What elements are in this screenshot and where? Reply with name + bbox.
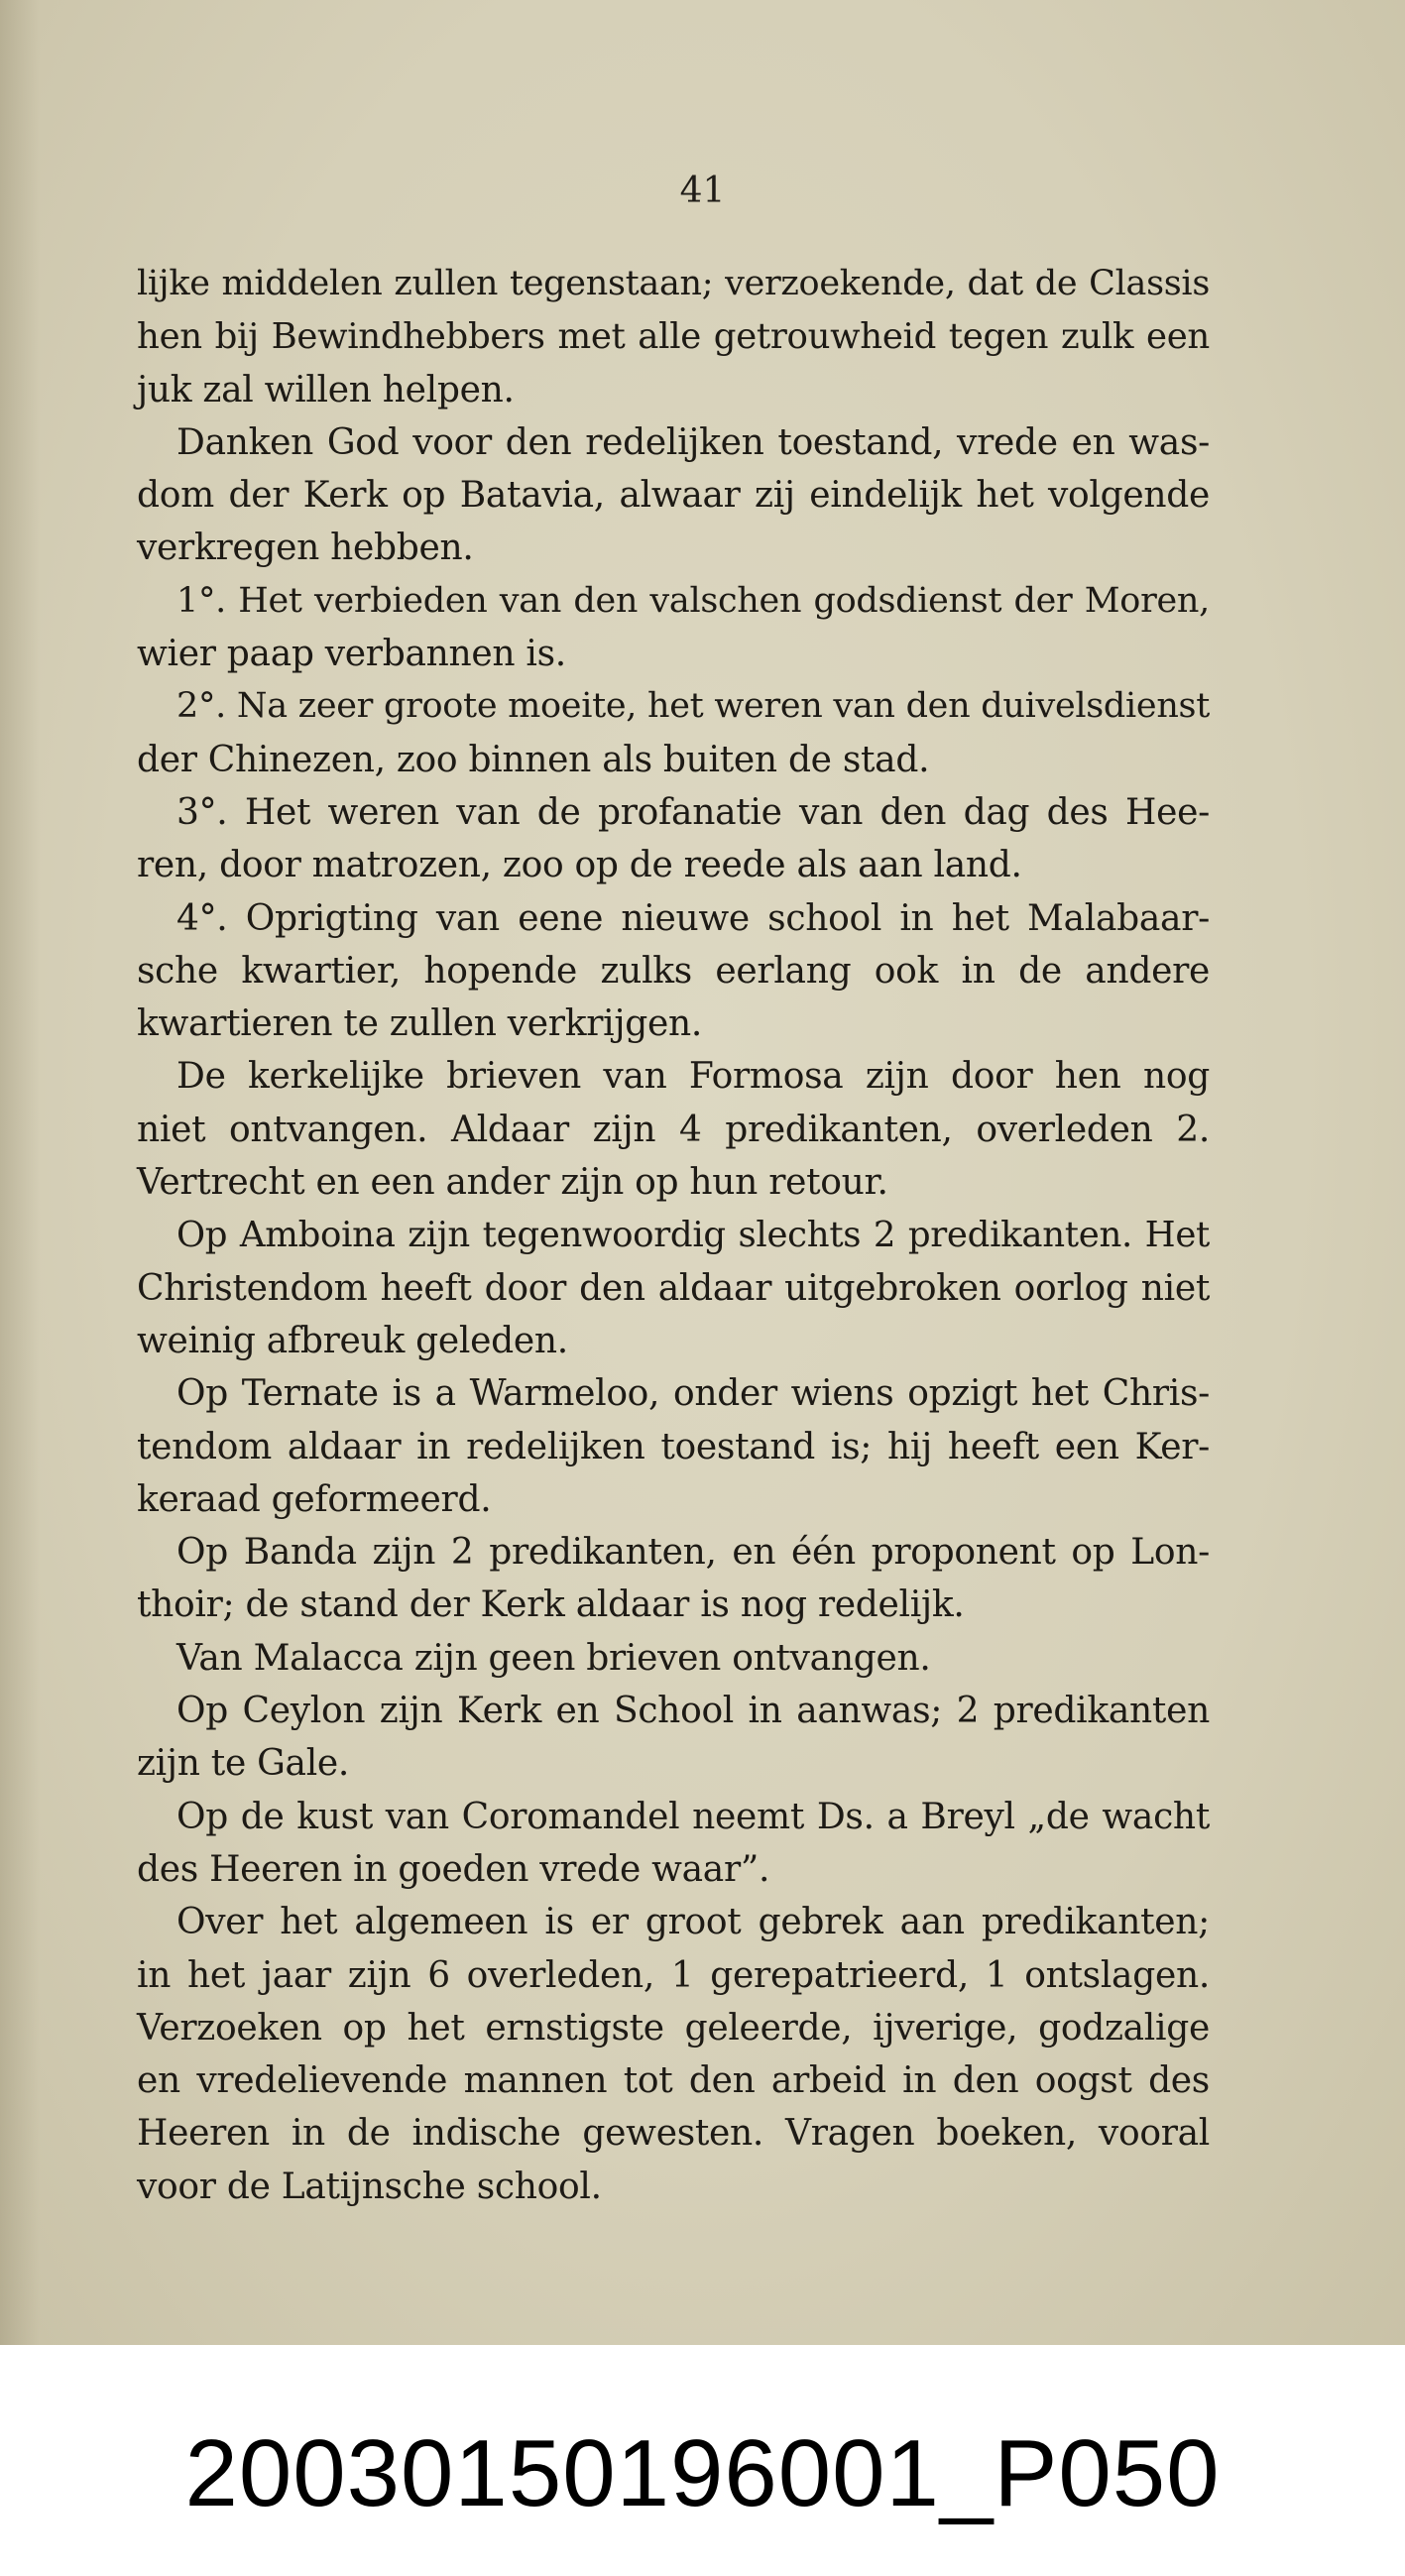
text-line: Op Ternate is a Warmeloo, onder wiens opzigt het Chris- bbox=[176, 1373, 1210, 1415]
text-line: Christendom heeft door den aldaar uitgebroken oorlog niet bbox=[137, 1267, 1210, 1309]
text-line: tendom aldaar in redelijken toestand is; hij heeft een Ker- bbox=[137, 1426, 1210, 1467]
text-line: verkregen hebben. bbox=[137, 527, 474, 569]
text-line: zijn te Gale. bbox=[137, 1743, 350, 1785]
text-line: en vredelievende mannen tot den arbeid in den oogst des bbox=[137, 2060, 1210, 2102]
text-line: 1°. Het verbieden van den valschen godsdienst der Moren, bbox=[176, 580, 1210, 621]
text-line: hen bij Bewindhebbers met alle getrouwheid tegen zulk een bbox=[137, 316, 1210, 358]
text-line: in het jaar zijn 6 overleden, 1 gerepatrieerd, 1 ontslagen. bbox=[137, 1954, 1210, 1996]
text-line: ren, door matrozen, zoo op de reede als aan land. bbox=[137, 845, 1022, 886]
text-line: sche kwartier, hopende zulks eerlang ook in de andere bbox=[137, 950, 1210, 992]
text-line: wier paap verbannen is. bbox=[137, 634, 566, 675]
text-line: Op Ceylon zijn Kerk en School in aanwas; 2 predikanten bbox=[176, 1691, 1210, 1732]
text-line: 3°. Het weren van de profanatie van den dag des Hee- bbox=[176, 791, 1210, 833]
text-line: Verzoeken op het ernstigste geleerde, ijverige, godzalige bbox=[137, 2007, 1210, 2049]
text-line: Op Banda zijn 2 predikanten, en één proponent op Lon- bbox=[176, 1532, 1210, 1574]
text-line: keraad geformeerd. bbox=[137, 1478, 492, 1520]
text-line: Over het algemeen is er groot gebrek aan predikanten; bbox=[176, 1902, 1210, 1943]
document-id-label: 20030150196001_P050 bbox=[184, 2420, 1221, 2526]
text-line: Van Malacca zijn geen brieven ontvangen. bbox=[176, 1637, 931, 1679]
text-line: Vertrecht en een ander zijn op hun retour. bbox=[137, 1162, 888, 1204]
text-line: Heeren in de indische gewesten. Vragen boeken, vooral bbox=[137, 2113, 1210, 2155]
page-number: 41 bbox=[679, 171, 726, 211]
text-line: der Chinezen, zoo binnen als buiten de stad. bbox=[137, 739, 930, 780]
text-line: 2°. Na zeer groote moeite, het weren van den duivelsdienst bbox=[176, 686, 1210, 727]
text-line: niet ontvangen. Aldaar zijn 4 predikanten, overleden 2. bbox=[137, 1109, 1210, 1150]
text-line: lijke middelen zullen tegenstaan; verzoekende, dat de Classis bbox=[137, 264, 1210, 303]
text-line: De kerkelijke brieven van Formosa zijn door hen nog bbox=[176, 1056, 1210, 1098]
text-line: thoir; de stand der Kerk aldaar is nog redelijk. bbox=[137, 1584, 965, 1626]
text-line: Op de kust van Coromandel neemt Ds. a Breyl „de wacht bbox=[176, 1796, 1210, 1837]
text-line: juk zal willen helpen. bbox=[137, 369, 515, 410]
body-text bbox=[137, 258, 1210, 2213]
text-line: weinig afbreuk geleden. bbox=[137, 1320, 568, 1361]
text-line: dom der Kerk op Batavia, alwaar zij eindelijk het volgende bbox=[137, 475, 1210, 517]
text-line: 4°. Oprigting van eene nieuwe school in het Malabaar- bbox=[176, 897, 1210, 939]
text-line: Op Amboina zijn tegenwoordig slechts 2 predikanten. Het bbox=[176, 1215, 1210, 1256]
text-line: voor de Latijnsche school. bbox=[137, 2166, 602, 2207]
text-line: kwartieren te zullen verkrijgen. bbox=[137, 1003, 702, 1045]
text-line: des Heeren in goeden vrede waar”. bbox=[137, 1848, 770, 1890]
text-line: Danken God voor den redelijken toestand, vrede en was- bbox=[176, 421, 1210, 463]
